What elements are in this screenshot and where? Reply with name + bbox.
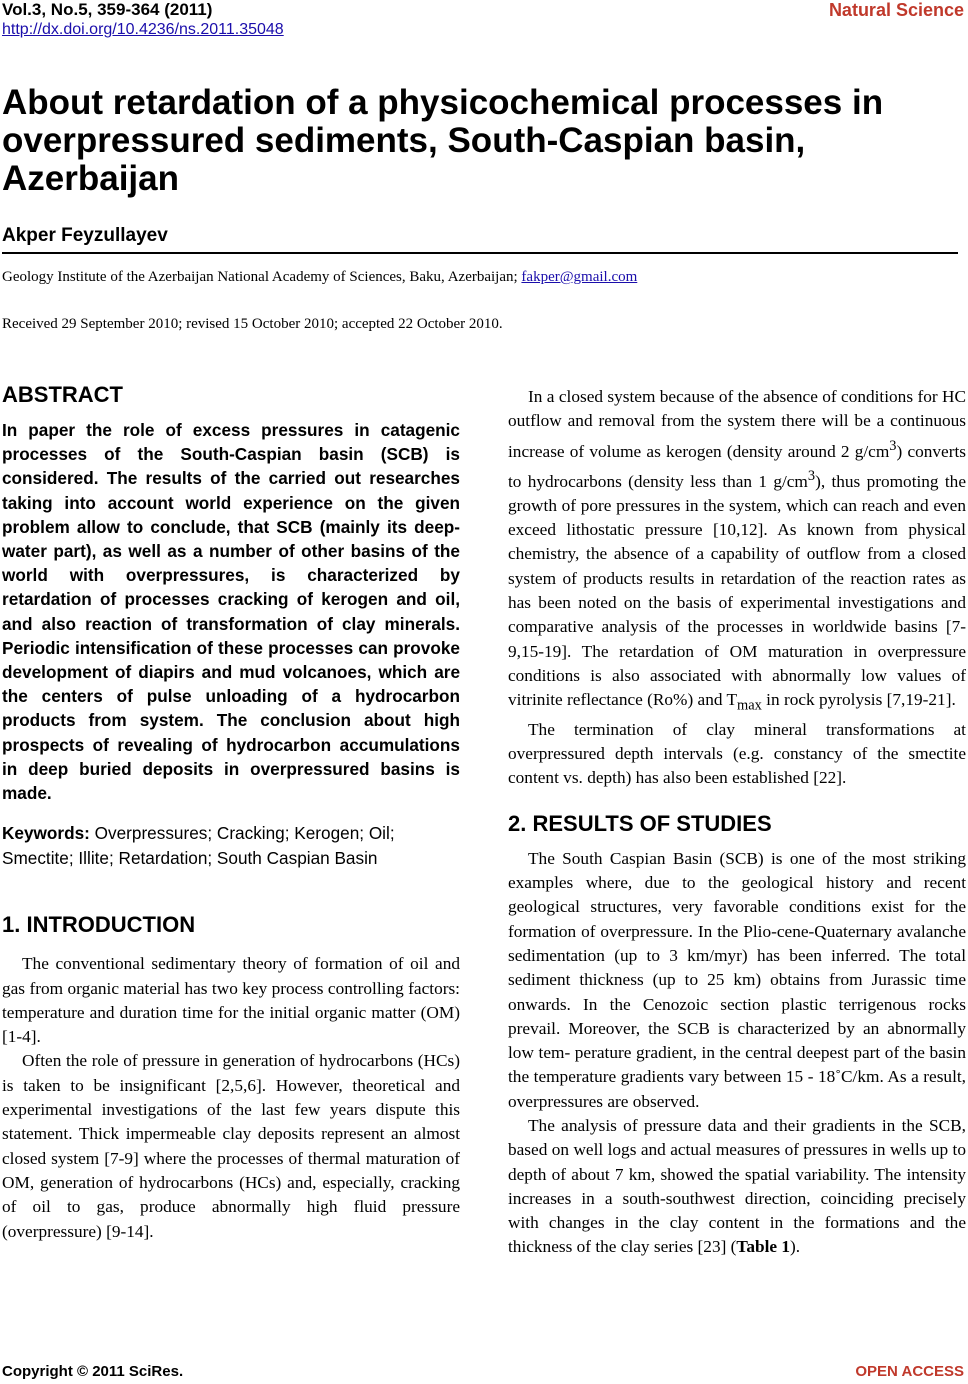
affiliation-text: Geology Institute of the Azerbaijan National Academy of Sciences, Baku, Azerbaijan; [2, 269, 518, 285]
received-dates: Received 29 September 2010; revised 15 October 2010; accepted 22 October 2010. [2, 316, 503, 332]
author-name: Akper Feyzullayev [2, 225, 168, 246]
doi-link[interactable]: http://dx.doi.org/10.4236/ns.2011.35048 [2, 21, 284, 38]
body-paragraph-scb: The South Caspian Basin (SCB) is one of the most striking examples where, due to the geological history and recent geological structures, very favorable conditions exist for the formation of overpressure. In the Plio-cene-Quaternary avalanche sedimentation (up to 3 km/myr) has been inferred. The total sediment thickness (up to 25 km) obtains from Jurassic time onwards. In the Cenozoic section plastic terrigenous rocks prevail. Moreover, the SCB is characterized by an abnormally low tem- perature gradient, in the central deepest part of the basin the temperature gradients vary between 15 - 18˚C/km. As a result, overpressures are observed. [508, 848, 966, 1111]
abstract-heading: ABSTRACT [2, 382, 123, 407]
affiliation [2, 269, 637, 286]
title-divider [2, 252, 958, 254]
journal-name: Natural Science [828, 0, 964, 20]
author-email-link[interactable]: fakper@gmail.com [521, 269, 638, 285]
left-column [2, 380, 460, 1244]
body-paragraph-pressure-analysis: The analysis of pressure data and their gradients in the SCB, based on well logs and actual measures of pressures in wells up to depth of about 7 km, showed the spatial variability. The intensity increases in a south-southwest direction, coinciding precisely with changes in the clay content in the formations and the thickness of the clay series [23] (Table 1). [508, 1116, 966, 1257]
abstract-text: In paper the role of excess pressures in catagenic processes of the South-Caspian basin (SCB) is considered. The results of the carried out researches taking into account world experience on the given problem allow to conclude, that SCB (mainly its deep-water part), as well as a number of other basins of the world with overpressures, is characterized by retardation of processes cracking of kerogen and oil, and also reaction of transformation of clay minerals. Periodic intensification of these processes can provoke development of diapirs and mud volcanoes, which are the centers of pulse unloading of a hydrocarbon products from system. The conclusion about high prospects of revealing of hydrocarbon accumulations in deep buried deposits in overpressured basins is made. [2, 420, 460, 804]
keywords [2, 821, 460, 870]
introduction-heading: 1. INTRODUCTION [2, 912, 196, 938]
body-paragraph-closed-system: In a closed system because of the absence of conditions for HC outflow and removal from the system there will be a continuous increase of volume as kerogen (density around 2 $g/cm^3$) converts to hydrocarbons (density less than 1 $g/cm^3$), thus promoting the growth of pore pressures in the system, which can reach and even exceed lithostatic pressure [10,12]. As known from physical chemistry, the absence of a capability of outflow from a closed system of products results in retardation of the reaction rates as has been noted on the basis of experimental investigations and comparative analysis of the processes in worldwide basins [7-9,15-19]. The retardation of OM maturation in overpressure conditions is also associated with abnormally low values of vitrinite reflectance (Ro%) and $T_{max}$ in rock pyrolysis [7,19-21]. [508, 387, 966, 714]
journal-volume: Vol.3, No.5, 359-364 (2011) [2, 0, 213, 19]
table-1-reference[interactable]: Table 1 [736, 1237, 791, 1257]
keywords-label: Keywords: [2, 823, 90, 844]
copyright-footer: Copyright © 2011 SciRes. [2, 1363, 184, 1380]
article-title: About retardation of a physicochemical processes in overpressured sediments, South-Caspian basin, Azerbaijan [2, 83, 884, 198]
keywords-list: Overpressures; Cracking; Kerogen; Oil; Smectite; Illite; Retardation; South Caspian Basin [2, 823, 395, 868]
right-column [508, 385, 966, 1260]
results-heading: 2. RESULTS OF STUDIES [508, 810, 772, 836]
open-access-label: OPEN ACCESS [855, 1363, 964, 1380]
body-paragraph-clay-termination: The termination of clay mineral transformations at overpressured depth intervals (e.g. constancy of the smectite content vs. depth) has also been established [22]. [508, 719, 966, 788]
intro-paragraph-1: The conventional sedimentary theory of formation of oil and gas from organic material has two key process controlling factors: temperature and duration time for the initial organic matter (OM) [1-4]. [2, 954, 460, 1047]
intro-paragraph-2: Often the role of pressure in generation of hydrocarbons (HCs) is taken to be insignificant [2,5,6]. However, theoretical and experimental investigations of the last few years dispute this statement. Thick impermeable clay deposits represent an almost closed system [7-9] where the processes of thermal maturation of OM, generation of hydrocarbons (HCs) and, especially, cracking of oil to gas, produce abnormally high fluid pressure (overpressure) [9-14]. [2, 1051, 460, 1241]
